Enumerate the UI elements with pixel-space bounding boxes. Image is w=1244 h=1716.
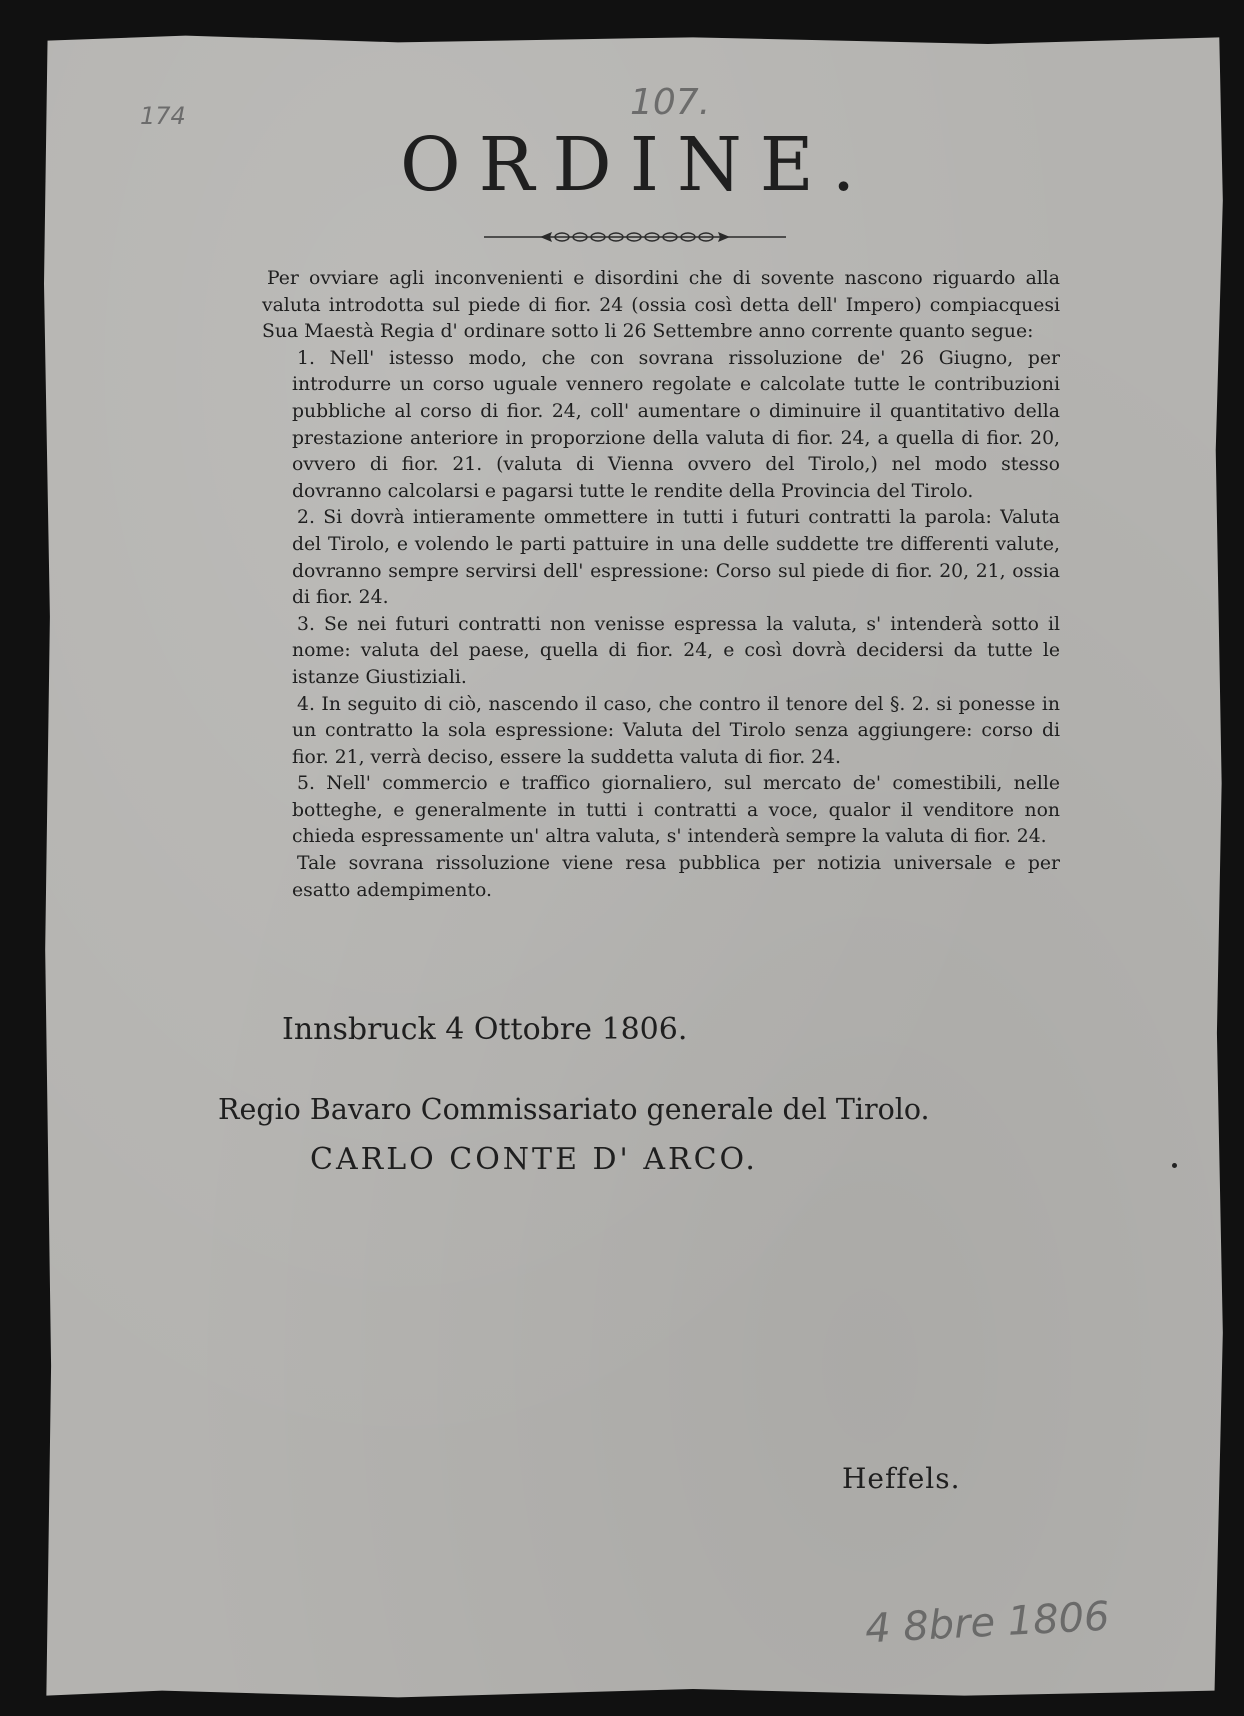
ordinance-body [262, 266, 1060, 904]
clause-4: 4. In seguito di ciò, nascendo il caso, che contro il tenore del §. 2. si ponesse in un contratto la sola espressione: Valuta del Tirolo senza aggiungere: corso di fior. 21, verrà deciso, essere la suddetta valuta di fior. 24. [292, 693, 1060, 768]
clause-3: 3. Se nei futuri contratti non venisse espressa la valuta, s' intenderà sotto il nome: valuta del paese, quella di fior. 24, e così dovrà decidersi da tutte le istanze Giustiziali. [292, 613, 1060, 688]
document-title: ORDINE. [400, 122, 874, 208]
ornament-divider [484, 226, 786, 248]
signer-name: CARLO CONTE D' ARCO. [310, 1142, 758, 1177]
place-date: Innsbruck 4 Ottobre 1806. [282, 1012, 688, 1047]
archive-note-bottom-right: 4 8bre 1806 [863, 1593, 1111, 1653]
paper-spot [1172, 1163, 1177, 1168]
clause-1: 1. Nell' istesso modo, che con sovrana rissoluzione de' 26 Giugno, per introdurre un corso uguale vennero regolate e calcolate tutte le contribuzioni pubbliche al corso di fior. 24, coll' aumentare o diminuire il quantitativo della prestazione anteriore in proporzione della valuta di fior. 24, a quella di fior. 20, ovvero di fior. 21. (valuta di Vienna ovvero del Tirolo,) nel modo stesso dovranno calcolarsi e pagarsi tutte le rendite della Provincia del Tirolo. [292, 347, 1060, 502]
printer-name: Heffels. [842, 1462, 961, 1495]
clause-2: 2. Si dovrà intieramente ommettere in tutti i futuri contratti la parola: Valuta del Tirolo, e volendo le parti pattuire in una delle suddette tre differenti valute, dovranno sempre servirsi dell' espressione: Corso sul piede di fior. 20, 21, ossia di fior. 24. [292, 507, 1060, 609]
archive-note-top-center: 107. [630, 82, 711, 123]
clause-5: 5. Nell' commercio e traffico giornaliero, sul mercato de' comestibili, nelle botteghe, e generalmente in tutti i contratti a voce, qualor il venditore non chieda espressamente un' altra valuta, s' intenderà sempre la valuta di fior. 24. [292, 773, 1060, 848]
issuing-authority: Regio Bavaro Commissariato generale del Tirolo. [218, 1093, 930, 1126]
closing-paragraph: Tale sovrana rissoluzione viene resa pubblica per notizia universale e per esatto adempimento. [292, 853, 1060, 901]
archive-note-top-left: 174 [140, 102, 186, 130]
preamble-paragraph: Per ovviare agli inconvenienti e disordini che di sovente nascono riguardo alla valuta introdotta sul piede di fior. 24 (ossia così detta dell' Impero) compiacquesi Sua Maestà Regia d' ordinare sotto li 26 Settembre anno corrente quanto segue: [262, 268, 1060, 343]
